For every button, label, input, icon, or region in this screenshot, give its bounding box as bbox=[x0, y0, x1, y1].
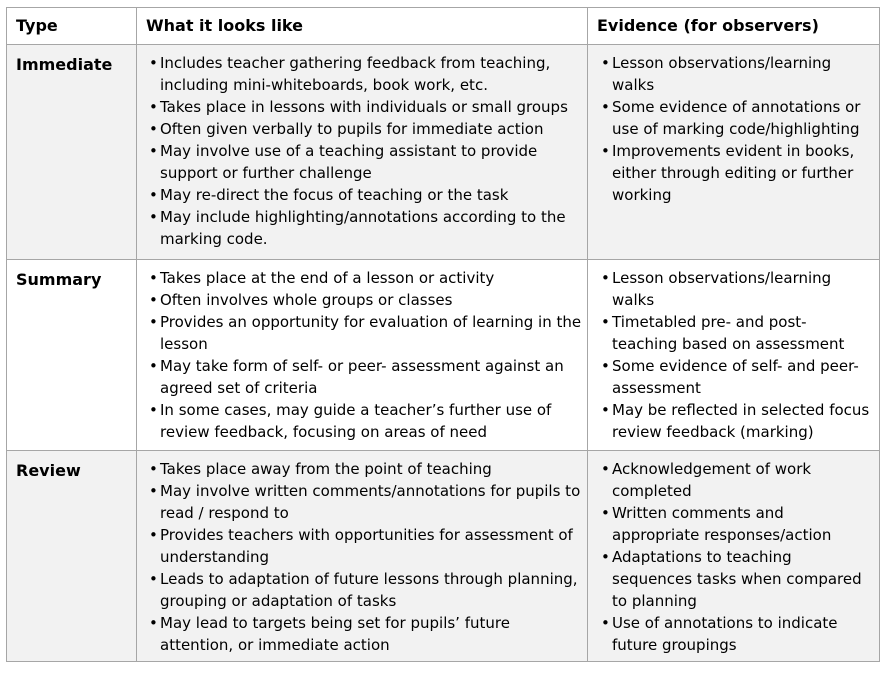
evidence-cell bbox=[588, 45, 880, 260]
evidence-list bbox=[600, 52, 875, 206]
bullet-item: • May lead to targets being set for pupils’ future attention, or immediate action bbox=[148, 612, 583, 656]
bullet-item: • Timetabled pre- and post- teaching based on assessment bbox=[600, 311, 875, 355]
bullet-item: • Lesson observations/learning walks bbox=[600, 267, 875, 311]
looks-cell bbox=[137, 451, 588, 662]
bullet-item: • Takes place at the end of a lesson or activity bbox=[148, 267, 583, 289]
bullet-item: • Often given verbally to pupils for immediate action bbox=[148, 118, 583, 140]
bullet-item: • Lesson observations/learning walks bbox=[600, 52, 875, 96]
bullet-item: • May re-direct the focus of teaching or the task bbox=[148, 184, 583, 206]
bullet-item: • May take form of self- or peer- assessment against an agreed set of criteria bbox=[148, 355, 583, 399]
header-what-it-looks-like: What it looks like bbox=[137, 8, 588, 45]
bullet-item: • May involve use of a teaching assistant to provide support or further challenge bbox=[148, 140, 583, 184]
bullet-item: • Adaptations to teaching sequences tasks when compared to planning bbox=[600, 546, 875, 612]
bullet-item: • Includes teacher gathering feedback from teaching, including mini-whiteboards, book work, etc. bbox=[148, 52, 583, 96]
looks-cell bbox=[137, 45, 588, 260]
header-row bbox=[7, 8, 880, 45]
bullet-item: • May be reflected in selected focus review feedback (marking) bbox=[600, 399, 875, 443]
header-type: Type bbox=[7, 8, 137, 45]
bullet-item: • Improvements evident in books, either through editing or further working bbox=[600, 140, 875, 206]
looks-cell bbox=[137, 260, 588, 451]
evidence-list bbox=[600, 458, 875, 656]
bullet-item: • Leads to adaptation of future lessons through planning, grouping or adaptation of tasks bbox=[148, 568, 583, 612]
looks-list bbox=[148, 267, 583, 443]
bullet-item: • Written comments and appropriate responses/action bbox=[600, 502, 875, 546]
feedback-types-table bbox=[6, 7, 880, 662]
bullet-item: • Provides teachers with opportunities for assessment of understanding bbox=[148, 524, 583, 568]
looks-list bbox=[148, 52, 583, 250]
type-cell: Immediate bbox=[7, 45, 137, 260]
bullet-item: • Takes place in lessons with individuals or small groups bbox=[148, 96, 583, 118]
type-cell: Summary bbox=[7, 260, 137, 451]
evidence-cell bbox=[588, 451, 880, 662]
bullet-item: • Acknowledgement of work completed bbox=[600, 458, 875, 502]
bullet-item: • May include highlighting/annotations according to the marking code. bbox=[148, 206, 583, 250]
bullet-item: • Takes place away from the point of teaching bbox=[148, 458, 583, 480]
table-row-immediate bbox=[7, 45, 880, 260]
bullet-item: • Provides an opportunity for evaluation of learning in the lesson bbox=[148, 311, 583, 355]
bullet-item: • May involve written comments/annotations for pupils to read / respond to bbox=[148, 480, 583, 524]
type-cell: Review bbox=[7, 451, 137, 662]
bullet-item: • Some evidence of annotations or use of marking code/highlighting bbox=[600, 96, 875, 140]
header-evidence: Evidence (for observers) bbox=[588, 8, 880, 45]
bullet-item: • Use of annotations to indicate future groupings bbox=[600, 612, 875, 656]
bullet-item: • In some cases, may guide a teacher’s further use of review feedback, focusing on areas of need bbox=[148, 399, 583, 443]
looks-list bbox=[148, 458, 583, 656]
table-row-review bbox=[7, 451, 880, 662]
evidence-cell bbox=[588, 260, 880, 451]
bullet-item: • Some evidence of self- and peer- assessment bbox=[600, 355, 875, 399]
evidence-list bbox=[600, 267, 875, 443]
bullet-item: • Often involves whole groups or classes bbox=[148, 289, 583, 311]
table-row-summary bbox=[7, 260, 880, 451]
